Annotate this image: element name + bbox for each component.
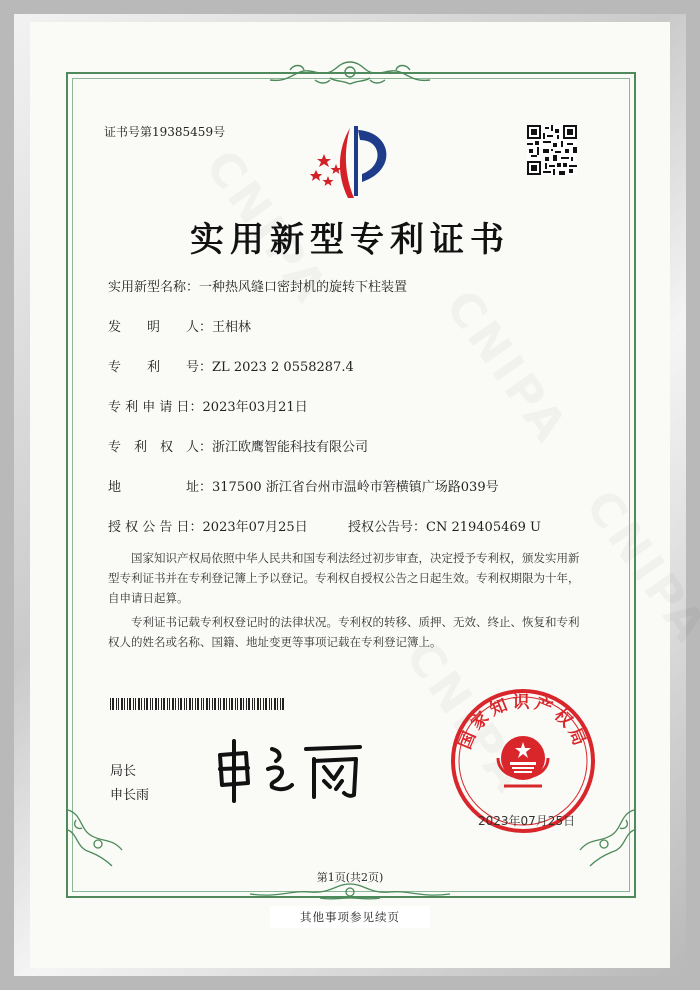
field-label: 发 明 人： — [108, 320, 213, 335]
signatory-title: 局长 — [110, 764, 137, 779]
address-row — [108, 476, 499, 495]
page-title: 实用新型专利证书 — [190, 220, 510, 260]
field-label: 授权公告号： — [348, 520, 427, 535]
grant-number-row — [348, 516, 541, 535]
patent-number: ZL 2023 2 0558287.4 — [212, 360, 354, 375]
page-number: 第1页(共2页) — [316, 871, 384, 884]
signature-icon — [210, 735, 370, 805]
grant-date: 2023年07月25日 — [202, 520, 308, 535]
certificate-number: 证书号第19385459号 — [104, 125, 226, 139]
qr-code-icon — [527, 125, 577, 175]
corner-ornament-icon — [62, 800, 132, 870]
seal-date: 2023年07月25日 — [478, 814, 576, 828]
grant-number: CN 219405469 U — [426, 520, 541, 535]
cnipa-logo-icon — [300, 120, 400, 202]
patent-number-row — [108, 356, 354, 375]
patentee-row — [108, 436, 368, 455]
top-ornament-icon — [260, 58, 440, 88]
footer-note: 其他事项参见续页 — [270, 906, 430, 928]
field-label: 地 址： — [108, 480, 213, 495]
grant-date-row — [108, 516, 308, 535]
utility-model-name-row — [108, 276, 407, 295]
field-label: 专 利 申 请 日： — [108, 400, 203, 415]
address-value: 317500 浙江省台州市温岭市箬横镇广场路039号 — [212, 480, 499, 495]
body-paragraph: 国家知识产权局依照中华人民共和国专利法经过初步审查，决定授予专利权，颁发实用新型专利证书并在专利登记簿上予以登记。专利权自授权公告之日起生效。专利权期限为十年，自申请日起算。 — [108, 551, 580, 605]
filing-date-row — [108, 396, 308, 415]
seal-text: 国家知识产权局 — [455, 692, 591, 753]
inventor-name: 王相林 — [212, 320, 252, 335]
filing-date: 2023年03月21日 — [202, 400, 308, 415]
body-paragraph: 专利证书记载专利权登记时的法律状况。专利权的转移、质押、无效、终止、恢复和专利权人的姓名或名称、国籍、地址变更等事项记载在专利登记簿上。 — [108, 615, 580, 649]
field-label: 专 利 权 人： — [108, 440, 213, 455]
inventor-row — [108, 316, 251, 335]
barcode-icon — [110, 698, 288, 710]
utility-model-name: 一种热风缝口密封机的旋转下柱装置 — [199, 280, 408, 295]
signatory-name: 申长雨 — [110, 788, 150, 803]
field-label: 实用新型名称： — [108, 280, 200, 295]
field-label: 专 利 号： — [108, 360, 213, 375]
field-label: 授 权 公 告 日： — [108, 520, 203, 535]
patentee-name: 浙江欧鹰智能科技有限公司 — [212, 440, 369, 455]
